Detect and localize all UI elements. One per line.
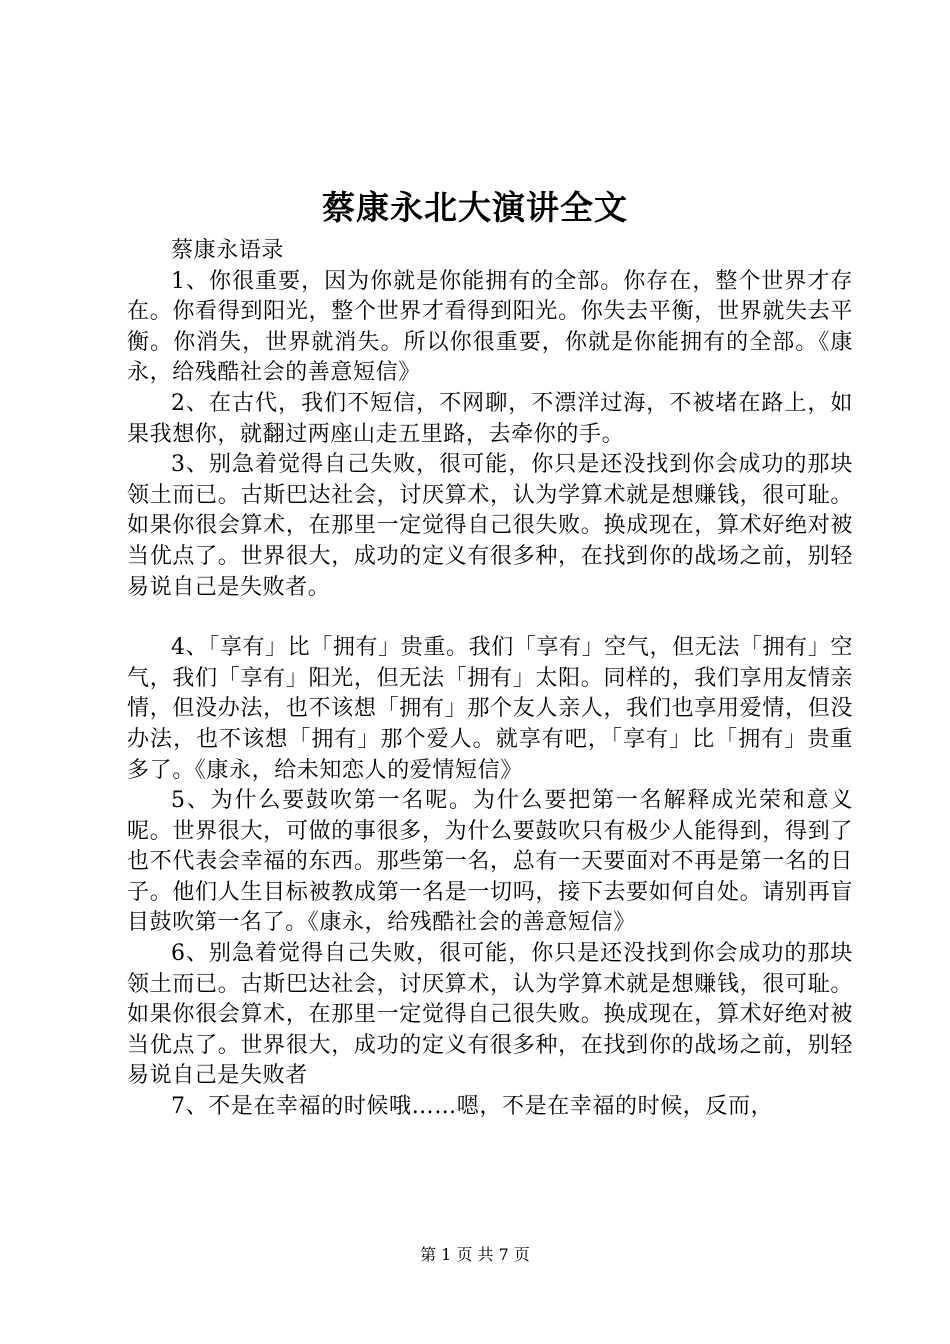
paragraph-1: 1、你很重要，因为你就是你能拥有的全部。你存在，整个世界才存在。你看得到阳光，整个世界才看得到阳光。你失去平衡，世界就失去平衡。你消失，世界就消失。所以你很重要，你就是你能拥有的全部。《康永，给残酷社会的善意短信》 <box>127 268 853 386</box>
paragraph-4: 4、「享有」比「拥有」贵重。我们「享有」空气，但无法「拥有」空气，我们「享有」阳光，但无法「拥有」太阳。同样的，我们享用友情亲情，但没办法，也不该想「拥有」那个友人亲人，我们也享用爱情，但没办法，也不该想「拥有」那个爱人。就享有吧，「享有」比「拥有」贵重多了。《康永，给未知恋人的爱情短信》 <box>127 635 853 783</box>
paragraph-3: 3、别急着觉得自己失败，很可能，你只是还没找到你会成功的那块领土而已。古斯巴达社会，讨厌算术，认为学算术就是想赚钱，很可耻。如果你很会算术，在那里一定觉得自己很失败。换成现在，算术好绝对被当优点了。世界很大，成功的定义有很多种，在找到你的战场之前，别轻易说自己是失败者。 <box>127 452 853 600</box>
paragraph-2: 2、在古代，我们不短信，不网聊，不漂洋过海，不被堵在路上，如果我想你，就翻过两座山走五里路，去牵你的手。 <box>127 390 853 447</box>
document-body <box>127 236 853 1123</box>
page-footer: 第 1 页 共 7 页 <box>420 1245 530 1264</box>
paragraph-6: 6、别急着觉得自己失败，很可能，你只是还没找到你会成功的那块领土而已。古斯巴达社会，讨厌算术，认为学算术就是想赚钱，很可耻。如果你很会算术，在那里一定觉得自己很失败。换成现在，算术好绝对被当优点了。世界很大，成功的定义有很多种，在找到你的战场之前，别轻易说自己是失败者 <box>127 941 853 1089</box>
paragraph-heading: 蔡康永语录 <box>171 238 285 263</box>
paragraph-5: 5、为什么要鼓吹第一名呢。为什么要把第一名解释成光荣和意义呢。世界很大，可做的事很多，为什么要鼓吹只有极少人能得到，得到了也不代表会幸福的东西。那些第一名，总有一天要面对不再是第一名的日子。他们人生目标被教成第一名是一切吗，接下去要如何自处。请别再盲目鼓吹第一名了。《康永，给残酷社会的善意短信》 <box>127 788 853 936</box>
document-title: 蔡康永北大演讲全文 <box>322 188 628 227</box>
paragraph-7: 7、不是在幸福的时候哦……嗯，不是在幸福的时候，反而， <box>171 1094 774 1120</box>
